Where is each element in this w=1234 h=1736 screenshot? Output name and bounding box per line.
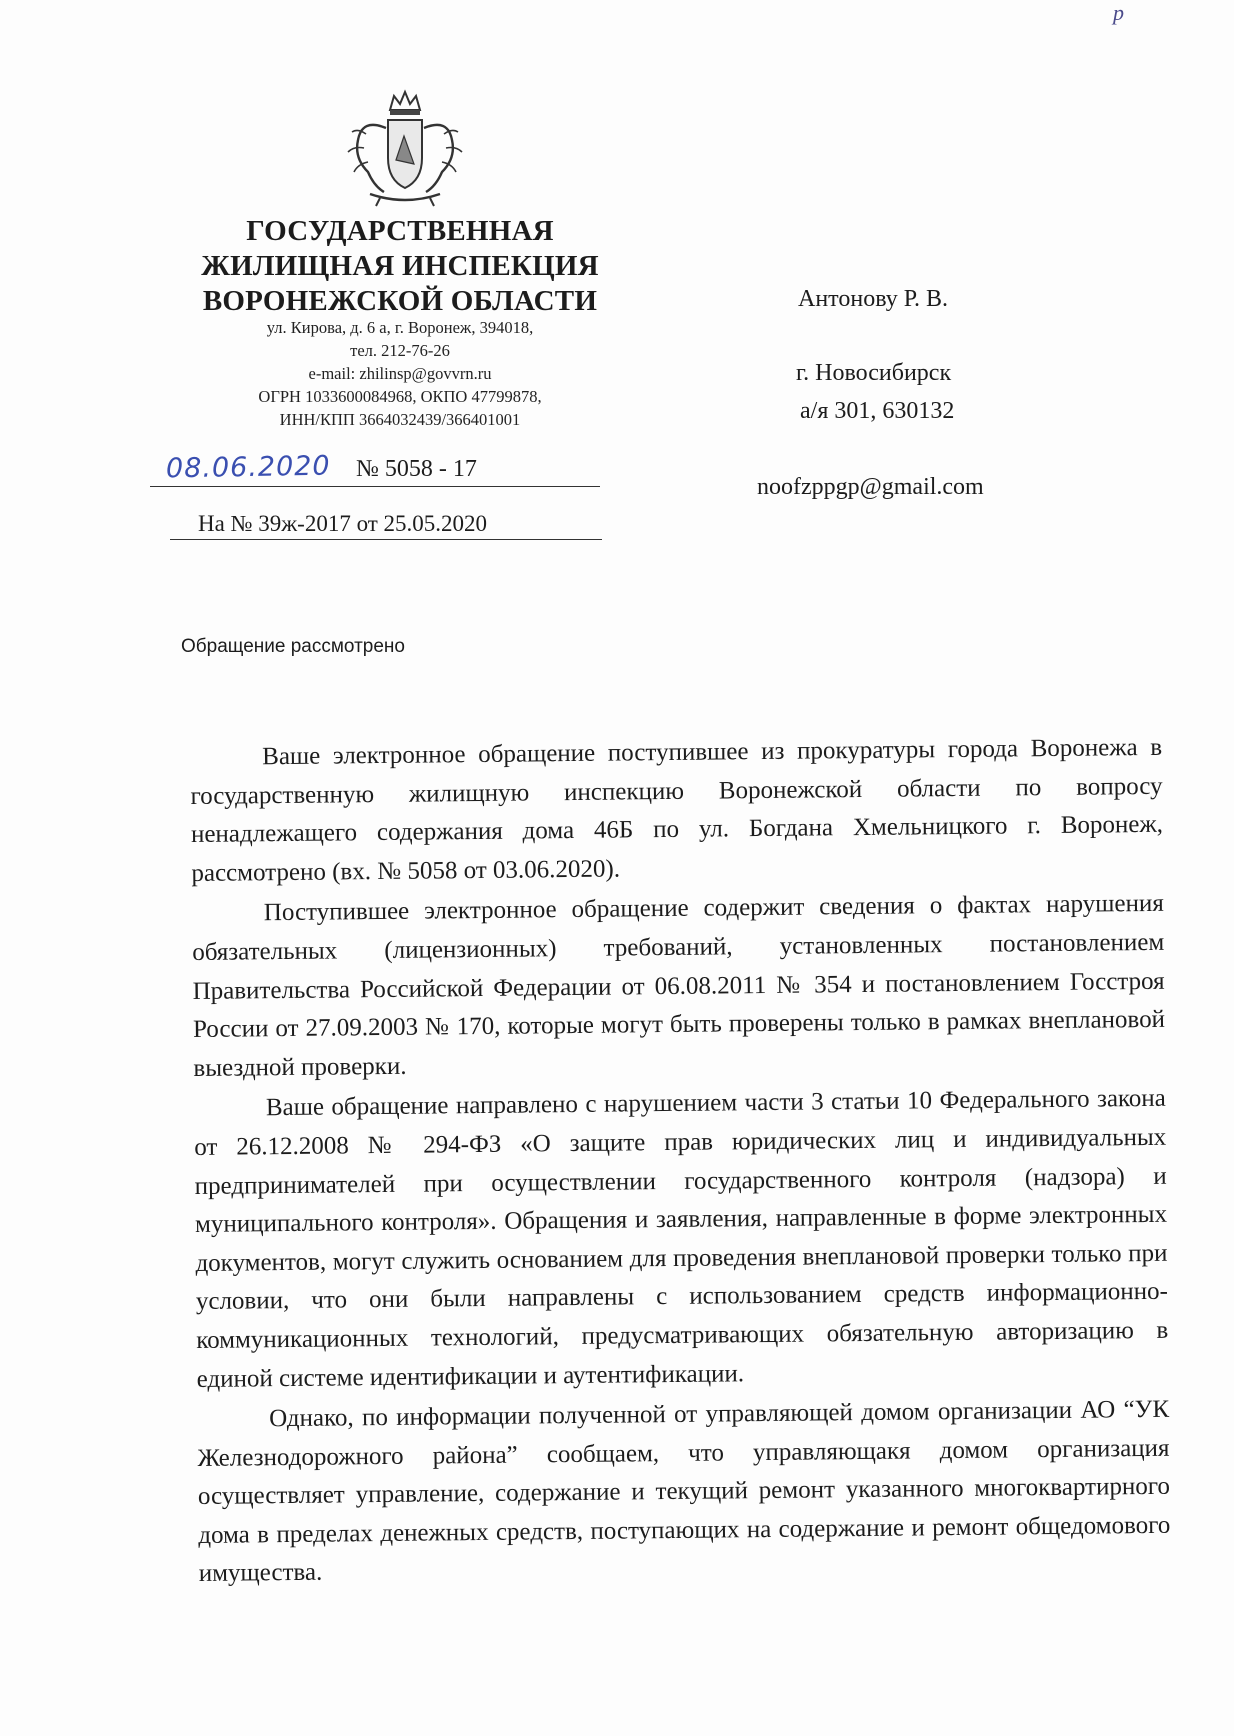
org-name-line-2: ЖИЛИЩНАЯ ИНСПЕКЦИЯ — [201, 250, 599, 282]
organization-name — [180, 214, 620, 319]
organization-contacts — [200, 316, 600, 431]
org-email: e-mail: zhilinsp@govvrn.ru — [308, 364, 492, 383]
body-paragraph-2: Поступившее электронное обращение содержит сведения о фактах нарушения обязательных (лицензионных) требований, установленных постановлением Правительства Российской Федерации от 06.08.2011 № 354 и постановлением Госстроя России от 27.09.2003 № 170, которые могут быть проверены только в рамках внеплановой выездной проверки. — [192, 890, 1166, 1082]
reference-line — [170, 511, 602, 540]
corner-mark: р — [1113, 0, 1124, 25]
recipient-email: noofzppgp@gmail.com — [757, 474, 984, 500]
coat-of-arms-icon — [340, 88, 470, 208]
letter-body — [190, 729, 1171, 1596]
org-name-line-3: ВОРОНЕЖСКОЙ ОБЛАСТИ — [202, 285, 598, 317]
org-phone: тел. 212-76-26 — [350, 341, 450, 360]
org-address: ул. Кирова, д. 6 а, г. Воронеж, 394018, — [266, 318, 534, 337]
body-paragraph-1: Ваше электронное обращение поступившее из прокуратуры города Воронежа в государственную жилищную инспекцию Воронежской области по вопросу ненадлежащего содержания дома 46Б по ул. Богдана Хмельницкого г. Воронеж, рассмотрено (вх. № 5058 от 03.06.2020). — [190, 733, 1164, 887]
reference-number: На № 39ж-2017 от 25.05.2020 — [198, 511, 488, 536]
org-inn: ИНН/КПП 3664032439/366401001 — [279, 410, 521, 429]
recipient-city: г. Новосибирск — [796, 360, 952, 386]
org-name-line-1: ГОСУДАРСТВЕННАЯ — [246, 215, 554, 247]
body-paragraph-4: Однако, по информации полученной от управляющей домом организации АО “УК Железнодорожного района” сообщаем, что управляющакя домом организация осуществляет управление, содержание и текущий ремонт указанного многоквартирного дома в пределах денежных средств, поступающих на содержание и ремонт общедомового имущества. — [197, 1395, 1171, 1588]
org-ogrn: ОГРН 1033600084968, ОКПО 47799878, — [258, 387, 542, 406]
registration-line — [150, 452, 600, 487]
recipient-po-box: а/я 301, 630132 — [800, 398, 955, 424]
subject-line: Обращение рассмотрено — [181, 636, 405, 657]
body-paragraph-3: Ваше обращение направлено с нарушением части 3 статьи 10 Федерального закона от 26.12.2008 № 294-ФЗ «О защите прав юридических лиц и индивидуальных предпринимателей при осуществлении государственного контроля (надзора) и муниципального контроля». Обращения и заявления, направленные в форме электронных документов, могут служить основанием для проведения внеплановой проверки только при условии, что они были направлены с использованием средств информационно-коммуникационных технологий, предусматривающих обязательную авторизацию в единой системе идентификации и аутентификации. — [194, 1085, 1169, 1393]
handwritten-date: 08.06.2020 — [165, 450, 331, 485]
outgoing-number: № 5058 - 17 — [356, 456, 477, 482]
recipient-name: Антонову Р. В. — [798, 286, 949, 312]
